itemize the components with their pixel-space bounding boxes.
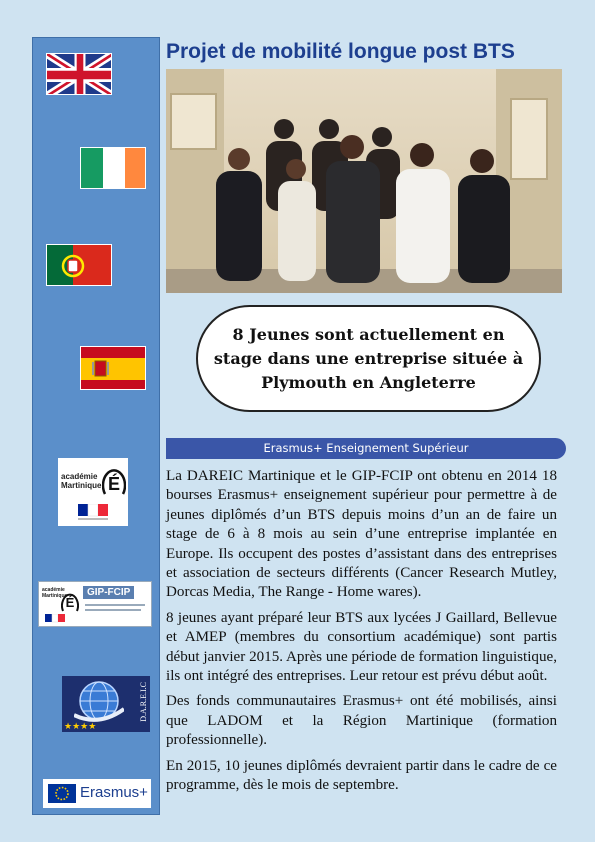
headline-text: 8 Jeunes sont actuellement en stage dans une entreprise située à Plymouth en Angleterre xyxy=(213,324,524,392)
gip-subtitle-line xyxy=(85,609,141,611)
paragraph: La DAREIC Martinique et le GIP-FCIP ont obtenu en 2014 18 bourses Erasmus+ enseignement supérieur pour permettre à de jeunes diplômés d’un BTS depuis moins d’un an de faire un stage de 6 à 8 mois au sein d’une entreprise implantée en Europe. Ils occupent des postes d’assistant dans des entreprises et association de secteurs différents (Cancer Research Mutley, Dorcas Media, The Range - Home wares). xyxy=(166,468,557,601)
svg-text:É: É xyxy=(65,595,75,610)
erasmus-label: Erasmus+ xyxy=(80,784,148,801)
section-bar xyxy=(166,438,566,459)
headline-bubble xyxy=(196,305,541,412)
paragraph: Des fonds communautaires Erasmus+ ont été mobilisés, ainsi que LADOM et la Région Martinique (formation professionnelle). xyxy=(166,693,557,749)
uk-flag-icon xyxy=(46,53,112,95)
dareic-label: D.A.R.E.I.C xyxy=(139,682,148,722)
gip-academie-label: académie Martinique xyxy=(42,587,68,599)
republique-francaise-icon xyxy=(78,504,108,522)
svg-text:★★★★: ★★★★ xyxy=(64,722,97,730)
page-title: Projet de mobilité longue post BTS xyxy=(166,40,515,63)
eu-flag-icon xyxy=(48,784,76,803)
spain-flag-icon xyxy=(80,346,146,390)
portugal-flag-icon xyxy=(46,244,112,286)
gip-fcip-logo xyxy=(38,581,152,627)
gip-republique-icon xyxy=(45,614,65,624)
article-body xyxy=(166,467,557,802)
academie-martinique-logo xyxy=(58,458,128,526)
globe-icon xyxy=(74,679,124,725)
paragraph: 8 jeunes ayant préparé leur BTS aux lycées J Gaillard, Bellevue et AMEP (membres du consortium académique) sont partis début janvier 2015. Après une période de formation linguistique, ils ont intégré des entreprises. Leur retour est prévu début août. xyxy=(166,609,557,685)
erasmus-logo xyxy=(43,779,151,808)
gip-fcip-label: GIP-FCIP xyxy=(83,586,134,599)
academie-label: académie xyxy=(61,472,98,481)
stars-icon xyxy=(64,720,114,730)
svg-text:É: É xyxy=(107,474,121,494)
gip-subtitle-line xyxy=(85,604,145,606)
ireland-flag-icon xyxy=(80,147,146,189)
section-label: Erasmus+ Enseignement Supérieur xyxy=(263,441,469,455)
group-photo xyxy=(166,69,562,293)
paragraph: En 2015, 10 jeunes diplômés devraient partir dans le cadre de ce programme, dès le mois de septembre. xyxy=(166,757,557,794)
martinique-label: Martinique xyxy=(61,481,102,490)
gip-e-icon xyxy=(61,588,79,614)
academie-e-icon xyxy=(102,464,126,498)
dareic-logo xyxy=(62,676,150,732)
